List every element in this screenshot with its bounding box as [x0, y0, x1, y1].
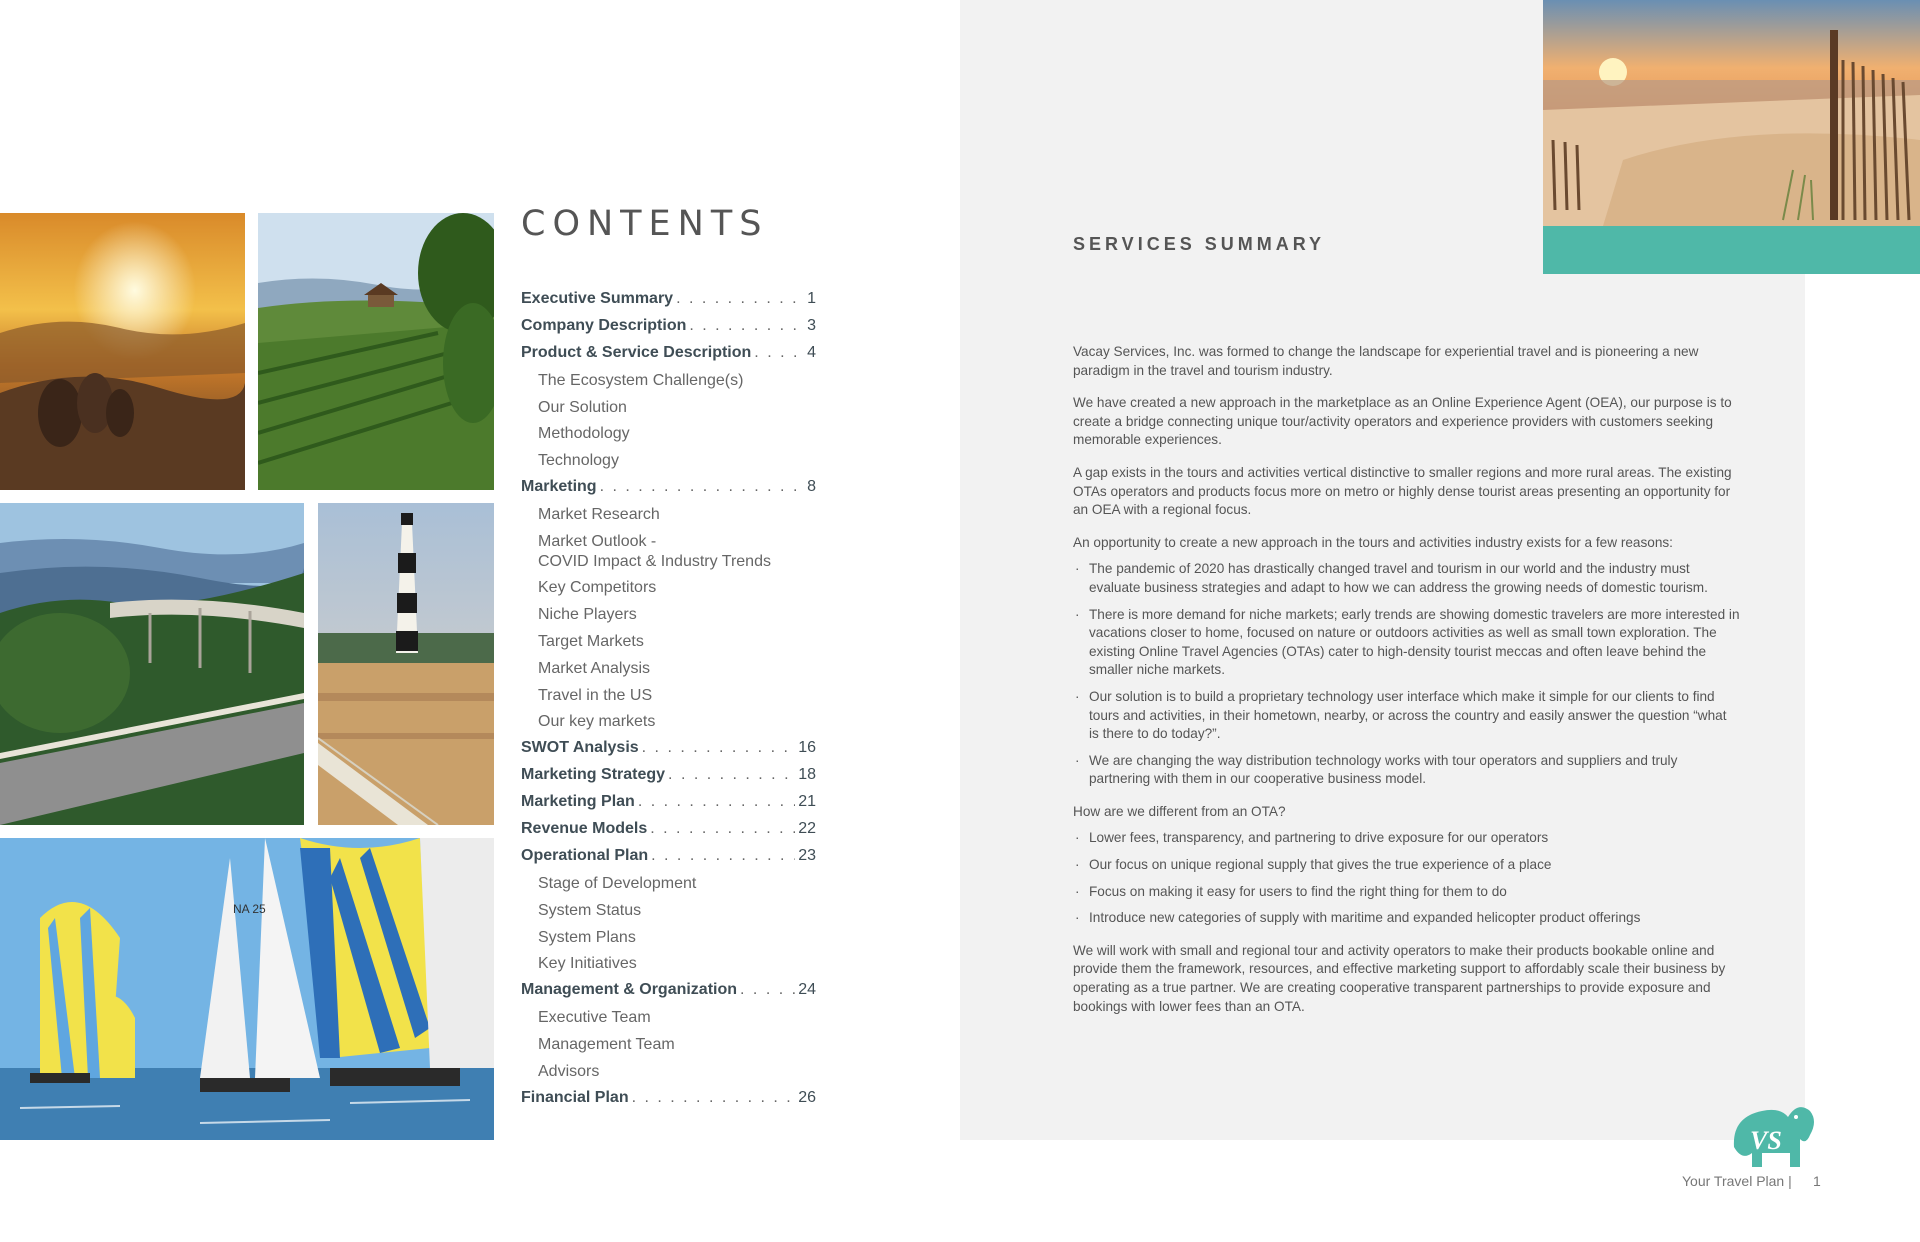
- toc-entry-marketing-strategy[interactable]: [521, 766, 816, 793]
- list-item: · The pandemic of 2020 has drastically changed travel and tourism in our world and the industry must evaluate business strategies and adapt to how we can address the growing needs of domestic tourism.: [1073, 560, 1740, 597]
- toc-entry-label: Marketing: [521, 478, 597, 496]
- toc-subentry[interactable]: Advisors: [538, 1063, 600, 1081]
- toc-leader-dots: [638, 793, 795, 811]
- vineyard-photo: [258, 213, 494, 490]
- toc-entry-label: Operational Plan: [521, 846, 649, 864]
- toc-subentry[interactable]: Target Markets: [538, 632, 644, 650]
- toc-subentry[interactable]: Key Competitors: [538, 579, 657, 597]
- services-summary-heading: SERVICES SUMMARY: [1073, 234, 1326, 254]
- list-item: · Our solution is to build a proprietary technology user interface which make it simple for our clients to find tours and activities, in their hometown, nearby, or across the country and easily answer the question “what is there to do today?”.: [1073, 688, 1740, 744]
- toc-entry-page: 3: [807, 316, 816, 334]
- toc-entry-executive-summary[interactable]: [521, 290, 816, 317]
- paragraph: We have created a new approach in the marketplace as an Online Experience Agent (OEA), our purpose is to create a bridge connecting unique tour/activity operators and experience providers with customers seeking memorable experiences.: [1073, 395, 1732, 448]
- teal-accent-bar: [1543, 226, 1920, 274]
- toc-entry-page: 21: [798, 793, 816, 811]
- toc-leader-dots: [600, 478, 805, 496]
- toc-subentry[interactable]: Travel in the US: [538, 686, 653, 704]
- toc-subentry[interactable]: Technology: [538, 452, 619, 470]
- toc-entry-page: 16: [798, 739, 816, 757]
- toc-entry-label: Marketing Strategy: [521, 766, 666, 784]
- toc-entry-swot[interactable]: [521, 739, 816, 766]
- toc-subentry[interactable]: Key Initiatives: [538, 955, 637, 973]
- list-item: · We are changing the way distribution technology works with tour operators and suppliers and truly partnering with them in our cooperative business model.: [1073, 752, 1740, 789]
- toc-subentry[interactable]: Niche Players: [538, 605, 637, 623]
- toc-leader-dots: [642, 739, 796, 757]
- differences-list: [1073, 829, 1740, 927]
- paragraph: We will work with small and regional tour and activity operators to make their products bookable online and provide them the framework, resources, and effective marketing support to affordably scale their business by operating as a true partner. We are creating cooperative transparent partnerships to provide exposure and bookings with lower fees than an OTA.: [1073, 942, 1726, 1014]
- toc-subentry[interactable]: Market Research: [538, 506, 660, 524]
- toc-leader-dots: [651, 847, 795, 865]
- toc-entry-product-service[interactable]: [521, 344, 816, 371]
- toc-entry-company-description[interactable]: [521, 317, 816, 344]
- toc-entry-management[interactable]: [521, 981, 816, 1008]
- toc-subentry[interactable]: System Plans: [538, 928, 636, 946]
- toc-subentry[interactable]: Market Analysis: [538, 659, 651, 677]
- list-item: · Introduce new categories of supply with maritime and expanded helicopter product offerings: [1073, 909, 1740, 928]
- lighthouse-photo: [318, 503, 494, 825]
- toc-subentry[interactable]: [521, 532, 816, 578]
- toc-entry-page: 18: [798, 766, 816, 784]
- toc-entry-marketing-plan[interactable]: [521, 793, 816, 820]
- toc-entry-page: 23: [798, 846, 816, 864]
- toc-subentry-line2: COVID Impact & Industry Trends: [538, 553, 771, 571]
- list-item: · Our focus on unique regional supply that gives the true experience of a place: [1073, 856, 1740, 875]
- toc-entry-page: 4: [807, 343, 816, 361]
- toc-subentry[interactable]: Our key markets: [538, 713, 656, 731]
- list-item: · Focus on making it easy for users to find the right thing for them to do: [1073, 883, 1740, 902]
- contents-title: CONTENTS: [521, 204, 769, 244]
- toc-subentry-line1: Market Outlook -: [538, 533, 657, 551]
- toc-leader-dots: [650, 820, 795, 838]
- toc-leader-dots: [754, 344, 804, 362]
- beach-sunset-photo: [1543, 0, 1920, 226]
- paragraph: A gap exists in the tours and activities vertical distinctive to smaller regions and more rural areas. The existing OTAs operators and products focus more on metro or highly dense tourist areas presenting an opportunity for an OEA with a regional focus.: [1073, 464, 1732, 518]
- toc-entry-label: Financial Plan: [521, 1088, 629, 1106]
- toc-subentry[interactable]: Methodology: [538, 425, 630, 443]
- sail-number-label: NA 25: [233, 902, 266, 916]
- toc-entry-page: 8: [807, 478, 816, 496]
- toc-entry-revenue-models[interactable]: [521, 820, 816, 847]
- toc-subentry[interactable]: Our Solution: [538, 398, 627, 416]
- paragraph: An opportunity to create a new approach in the tours and activities industry exists for a few reasons:: [1073, 534, 1673, 550]
- toc-entry-label: SWOT Analysis: [521, 739, 639, 757]
- toc-entry-page: 22: [798, 820, 816, 838]
- toc-entry-label: Revenue Models: [521, 820, 648, 838]
- toc-entry-page: 1: [807, 290, 816, 307]
- reasons-list: [1073, 560, 1740, 789]
- toc-subentry[interactable]: System Status: [538, 901, 642, 919]
- toc-entry-label: Executive Summary: [521, 290, 674, 307]
- footer-label: Your Travel Plan |: [1682, 1173, 1792, 1189]
- logo-monogram: VS: [1750, 1126, 1782, 1155]
- toc-entry-page: 26: [798, 1088, 816, 1106]
- paragraph: How are we different from an OTA?: [1073, 803, 1286, 819]
- list-item: · There is more demand for niche markets; early trends are showing domestic travelers are more interested in vacations closer to home, focused on nature or outdoors activities as well as small town exploration. The existing Online Travel Agencies (OTAs) cater to high-density tourist meccas and often leave behind the smaller niche markets.: [1073, 606, 1740, 680]
- toc-entry-label: Product & Service Description: [521, 343, 752, 361]
- page-number: 1: [1813, 1173, 1821, 1189]
- toc-entry-label: Management & Organization: [521, 981, 738, 999]
- toc-leader-dots: [632, 1089, 796, 1107]
- toc-leader-dots: [676, 290, 804, 308]
- elephant-logo-icon: [1722, 1095, 1818, 1173]
- toc-entry-financial-plan[interactable]: [521, 1089, 816, 1116]
- toc-entry-marketing[interactable]: [521, 478, 816, 505]
- toc-leader-dots: [689, 317, 804, 335]
- toc-subentry[interactable]: Stage of Development: [538, 874, 697, 892]
- sunset-mountain-photo: [0, 213, 245, 490]
- services-summary-body: [1073, 343, 1740, 1030]
- toc-subentry[interactable]: Executive Team: [538, 1009, 651, 1027]
- list-item: · Lower fees, transparency, and partnering to drive exposure for our operators: [1073, 829, 1740, 848]
- toc-subentry[interactable]: Management Team: [538, 1036, 675, 1054]
- toc-entry-page: 24: [798, 981, 816, 999]
- sailboats-photo: [0, 838, 494, 1140]
- toc-subentry[interactable]: The Ecosystem Challenge(s): [538, 371, 744, 389]
- toc-entry-label: Marketing Plan: [521, 793, 635, 811]
- table-of-contents: [521, 290, 816, 1116]
- paragraph: Vacay Services, Inc. was formed to change the landscape for experiential travel and is pioneering a new paradigm in the travel and tourism industry.: [1073, 344, 1699, 378]
- toc-entry-label: Company Description: [521, 316, 687, 334]
- toc-leader-dots: [668, 766, 795, 784]
- toc-leader-dots: [740, 981, 795, 999]
- toc-entry-operational-plan[interactable]: [521, 847, 816, 874]
- blue-ridge-viaduct-photo: [0, 503, 304, 825]
